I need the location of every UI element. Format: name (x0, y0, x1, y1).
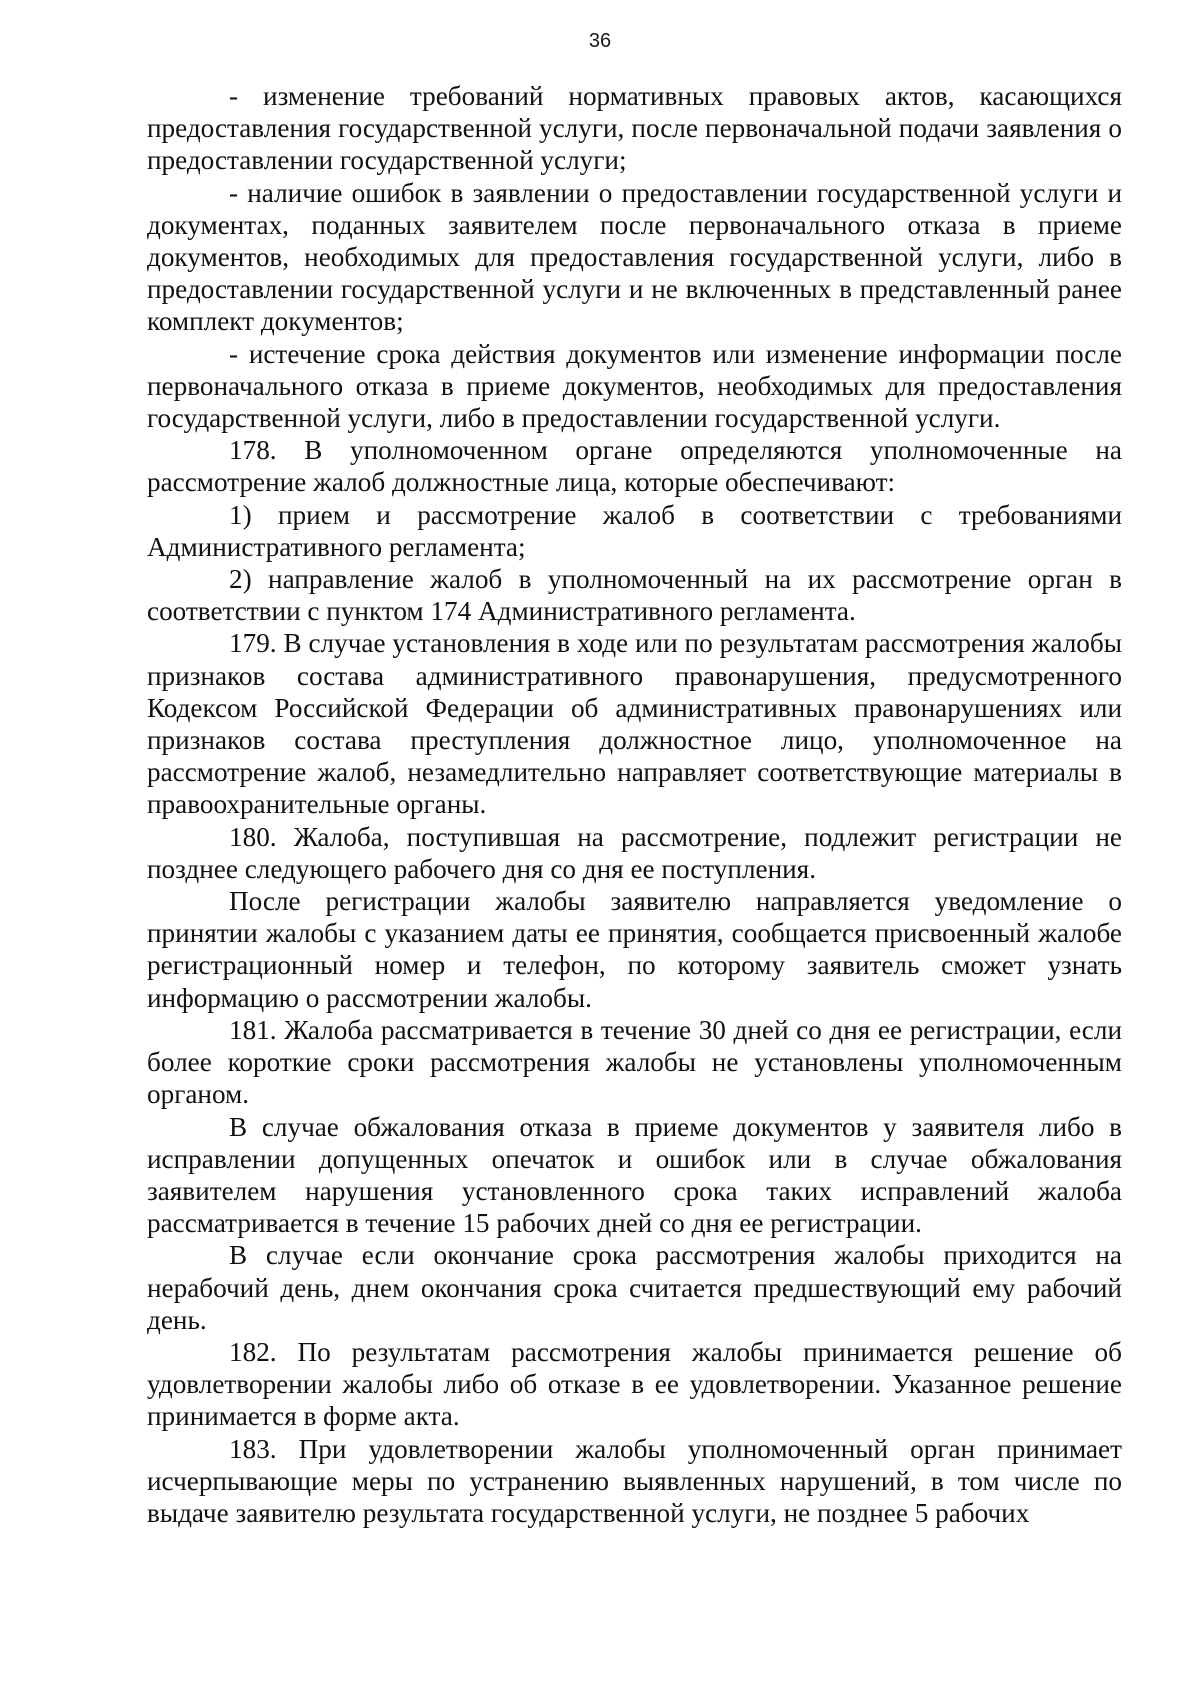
paragraph: - изменение требований нормативных правовых актов, касающихся предоставления государственной услуги, после первоначальной подачи заявления о предоставлении государственной услуги; (147, 81, 1122, 176)
paragraph: - истечение срока действия документов или изменение информации после первоначального отказа в приеме документов, необходимых для предоставления государственной услуги, либо в предоставлении государственной услуги. (147, 338, 1122, 434)
document-body (147, 80, 1122, 1529)
paragraph: 182. По результатам рассмотрения жалобы принимается решение об удовлетворении жалобы либо об отказе в ее удовлетворении. Указанное решение принимается в форме акта. (147, 1336, 1122, 1432)
paragraph: 179. В случае установления в ходе или по результатам рассмотрения жалобы признаков состава административного правонарушения, предусмотренного Кодексом Российской Федерации об административных правонарушениях или признаков состава преступления должностное лицо, уполномоченное на рассмотрение жалоб, незамедлительно направляет соответствующие материалы в правоохранительные органы. (147, 628, 1122, 820)
paragraph: 178. В уполномоченном органе определяются уполномоченные на рассмотрение жалоб должностные лица, которые обеспечивают: (147, 435, 1122, 498)
paragraph: В случае если окончание срока рассмотрения жалобы приходится на нерабочий день, днем окончания срока считается предшествующий ему рабочий день. (147, 1240, 1122, 1335)
paragraph: - наличие ошибок в заявлении о предоставлении государственной услуги и документах, поданных заявителем после первоначального отказа в приеме документов, необходимых для предоставления государственной услуги, либо в предоставлении государственной услуги и не включенных в представленный ранее комплект документов; (147, 177, 1122, 337)
paragraph: 181. Жалоба рассматривается в течение 30 дней со дня ее регистрации, если более короткие сроки рассмотрения жалобы не установлены уполномоченным органом. (147, 1014, 1122, 1110)
paragraph: 2) направление жалоб в уполномоченный на их рассмотрение орган в соответствии с пунктом 174 Административного регламента. (147, 564, 1122, 627)
paragraph: 183. При удовлетворении жалобы уполномоченный орган принимает исчерпывающие меры по устранению выявленных нарушений, в том числе по выдаче заявителю результата государственной услуги, не позднее 5 рабочих (147, 1433, 1122, 1528)
paragraph: После регистрации жалобы заявителю направляется уведомление о принятии жалобы с указанием даты ее принятия, сообщается присвоенный жалобе регистрационный номер и телефон, по которому заявитель сможет узнать информацию о рассмотрении жалобы. (147, 886, 1122, 1013)
paragraph: 1) прием и рассмотрение жалоб в соответствии с требованиями Административного регламента; (147, 499, 1122, 562)
page-number: 36 (588, 30, 612, 52)
paragraph: В случае обжалования отказа в приеме документов у заявителя либо в исправлении допущенных опечаток и ошибок или в случае обжалования заявителем нарушения установленного срока таких исправлений жалоба рассматривается в течение 15 рабочих дней со дня ее регистрации. (147, 1111, 1122, 1239)
paragraph: 180. Жалоба, поступившая на рассмотрение, подлежит регистрации не позднее следующего рабочего дня со дня ее поступления. (147, 821, 1122, 884)
